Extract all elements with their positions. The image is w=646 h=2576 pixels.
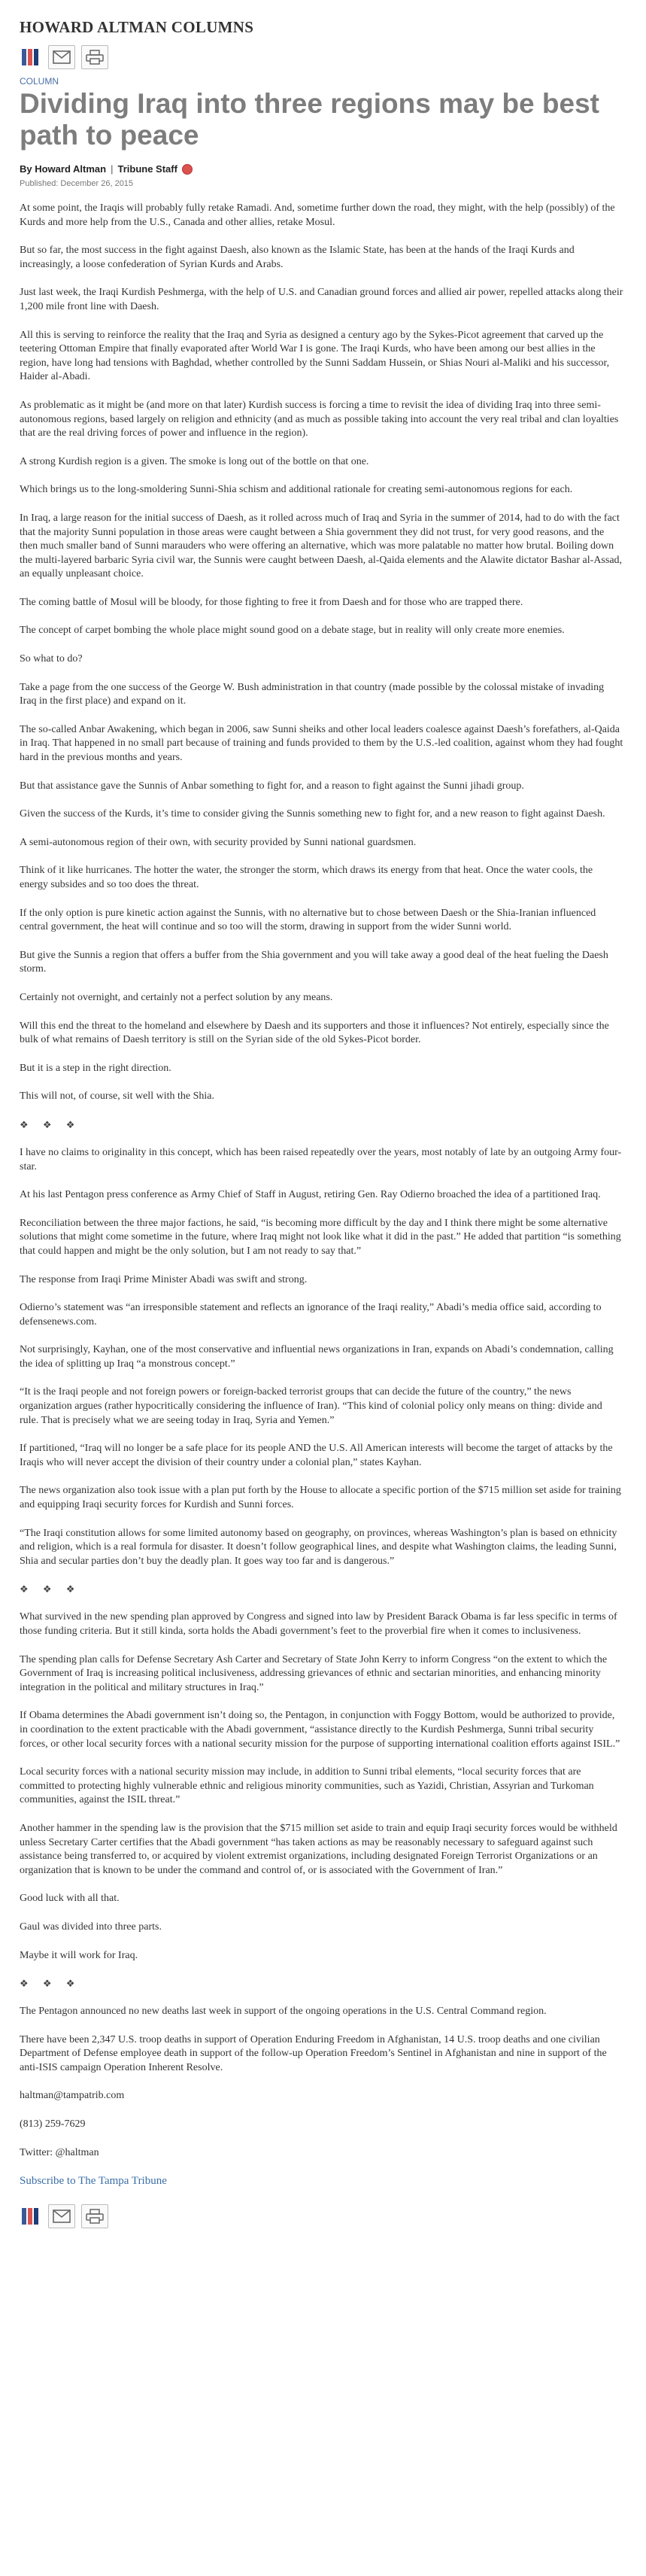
article-paragraph: Good luck with all that.: [20, 1893, 120, 1905]
category-label: COLUMN: [20, 76, 59, 87]
share-icon: [20, 47, 41, 68]
section-divider: ❖ ❖ ❖: [20, 1978, 81, 1990]
article-paragraph: Reconciliation between the three major factions, he said, “is becoming more difficult by the day and I think there might be some alternative solutions that might come sometime in the future, where Iraq might not look like what it did in the past.” He added that partition “is something that could happen and might be the only solution, but I am not ready to say that.”: [20, 1217, 621, 1257]
article-paragraph: So what to do?: [20, 653, 83, 665]
article-paragraph: All this is serving to reinforce the reality that the Iraq and Syria as designed a century ago by the Sykes-Picot agreement that carved up the teetering Ottoman Empire that finally evaporated after World War I is gone. The Iraqi Kurds, who have been among our best allies in the region, have long had tensions with Baghdad, whether controlled by the Sunni Saddam Hussein, or Shias Nouri al-Maliki and his successor, Haider al-Abadi.: [20, 329, 610, 383]
article-paragraph: The response from Iraqi Prime Minister Abadi was swift and strong.: [20, 1273, 308, 1285]
published-date: Published: December 26, 2015: [20, 179, 134, 188]
article-paragraph: Local security forces with a national security mission may include, in addition to Sunni tribal elements, “local security forces that are committed to protecting highly vulnerable ethnic and religious minority communities, such as Yazidi, Christian, Assyrian and Turkoman communities, against the ISIL threat.”: [20, 1766, 594, 1806]
article-paragraph: If Obama determines the Abadi government isn’t doing so, the Pentagon, in conjunction with Foggy Bottom, would be authorized to provide, in coordination to the extent practicable with the Abadi government, “assistance directly to the Kurdish Peshmerga, Sunni tribal security forces, or other local security forces with a national security mission for the purpose of supporting international coalition efforts against ISIL.”: [20, 1710, 620, 1750]
share-toolbar-top: [20, 44, 623, 70]
article-paragraph: Not surprisingly, Kayhan, one of the most conservative and influential news organizations in Iran, expands on Abadi’s condemnation, calling the idea of splitting up Iraq “a monstrous concept.”: [20, 1344, 614, 1370]
article-paragraph: Just last week, the Iraqi Kurdish Peshmerga, with the help of U.S. and Canadian ground forces and allied air power, repelled attacks along their 1,200 mile front line with Daesh.: [20, 287, 623, 312]
article-headline: Dividing Iraq into three regions may be best path to peace: [20, 88, 599, 151]
article-paragraph: “The Iraqi constitution allows for some limited autonomy based on geography, on provinces, whereas Washington’s plan is based on ethnicity and religion, which is a real formula for disaster. It doesn’t follow geographical lines, and despite what Washington claims, the leading Sunni, Shia and secular parties don’t buy the deadly plan. It goes way too far and is dangerous.”: [20, 1527, 617, 1567]
email-button[interactable]: [48, 2204, 75, 2228]
article-paragraph: Another hammer in the spending law is the provision that the $715 million set aside to train and equip Iraqi security forces would be withheld unless Secretary Carter certifies that the Abadi government “has taken actions as may be reasonably necessary to safeguard against such assistance being transferred to, or acquired by violent extremist organizations, including designated Foreign Terrorist Organizations or an organization that is known to be under the command and control of, or is associated with the Government of Iran.”: [20, 1822, 617, 1876]
article-paragraph: In Iraq, a large reason for the initial success of Daesh, as it rolled across much of Iraq and Syria in the summer of 2014, had to do with the fact that the majority Sunni population in those areas were caught between a Shia government they did not trust, for very good reasons, and the then much smaller band of Sunni marauders who were offering an alternative, which was more palatable no matter how brutal. Boiling down the multi-layered barbaric Syria civil war, the Sunnis were caught between Daesh, al-Qaida elements and the Alawite dictator Bashar al-Assad, an equally unpleasant choice.: [20, 512, 623, 580]
article-paragraph: There have been 2,347 U.S. troop deaths in support of Operation Enduring Freedom in Afghanistan, 14 U.S. troop deaths and one civilian Department of Defense employee death in support of the follow-up Operation Freedom’s Sentinel in Afghanistan and nine in support of the anti-ISIS campaign Operation Inherent Resolve.: [20, 2033, 607, 2073]
article-paragraph: Which brings us to the long-smoldering Sunni-Shia schism and additional rationale for creating semi-autonomous regions for each.: [20, 484, 573, 496]
article-paragraph: What survived in the new spending plan approved by Congress and signed into law by President Barack Obama is far less specific in terms of those funding criteria. But it still kinda, sorta holds the Abadi government’s feet to the proverbial fire when it comes to inclusiveness.: [20, 1611, 617, 1637]
article-paragraph: But give the Sunnis a region that offers a buffer from the Shia government and you will take away a good deal of the heat fueling the Daesh storm.: [20, 949, 608, 975]
print-button[interactable]: [81, 45, 108, 69]
article-paragraph: The concept of carpet bombing the whole place might sound good on a debate stage, but in reality will only create more enemies.: [20, 625, 565, 637]
article-paragraph: As problematic as it might be (and more on that later) Kurdish success is forcing a time to revisit the idea of dividing Iraq into three semi-autonomous regions, based largely on religion and ethnicity (and as much as possible taking into account the very real tribal and clan loyalties that are the real driving forces of power and influence in the region).: [20, 399, 619, 439]
article-paragraph: The spending plan calls for Defense Secretary Ash Carter and Secretary of State John Kerry to inform Congress “on the extent to which the Government of Iraq is increasing political inclusiveness, addressing grievances of ethnic and sectarian minorities, and enhancing minority integration in the political and military structures in Iraq.”: [20, 1653, 608, 1693]
article-paragraph: But so far, the most success in the fight against Daesh, also known as the Islamic State, has been at the hands of the Iraqi Kurds and increasingly, a loose confederation of Syrian Kurds and Arabs.: [20, 245, 575, 270]
email-button[interactable]: [48, 45, 75, 69]
paragraph-group-1: [20, 202, 623, 1104]
paragraph-group-3: [20, 1610, 623, 1963]
article-paragraph: The so-called Anbar Awakening, which began in 2006, saw Sunni sheiks and other local leaders coalesce against Daesh’s forefathers, al-Qaida in Iraq. That happened in no small part because of training and funds provided to them by the U.S.-led coalition, against whom they had fought hard in the previous months and years.: [20, 723, 623, 764]
email-icon: [53, 50, 71, 64]
article-paragraph: If the only option is pure kinetic action against the Sunnis, with no alternative but to chose between Daesh or the Shia-Iranian influenced central government, the heat will continue and so too will the storm, drawing in support from the wider Sunni world.: [20, 907, 596, 933]
article-paragraph: If partitioned, “Iraq will no longer be a safe place for its people AND the U.S. All American interests will become the target of attacks by the Iraqis who will never accept the division of their country under a colonial plan,” states Kayhan.: [20, 1443, 613, 1468]
article-paragraph: A strong Kurdish region is a given. The smoke is long out of the bottle on that one.: [20, 455, 369, 467]
print-icon: [86, 2209, 104, 2224]
section-divider: ❖ ❖ ❖: [20, 1118, 81, 1130]
article-paragraph: Odierno’s statement was “an irresponsible statement and reflects an ignorance of the Iraqi reality,” Abadi’s media office said, according to defensenews.com.: [20, 1302, 602, 1328]
article-paragraph: “It is the Iraqi people and not foreign powers or foreign-backed terrorist groups that can decide the future of the country,” the news organization argues (rather hypocritically considering the influence of Iran). “This kind of colonial policy only means on thing: divide and rule. That is precisely what we are seeing today in Iraq, Syria and Yemen.”: [20, 1386, 602, 1426]
article-paragraph: Twitter: @haltman: [20, 2146, 99, 2158]
article-paragraph: Certainly not overnight, and certainly not a perfect solution by any means.: [20, 991, 333, 1003]
article-paragraph: I have no claims to originality in this concept, which has been raised repeatedly over the years, most notably of late by an outgoing Army four-star.: [20, 1146, 622, 1172]
print-button[interactable]: [81, 2204, 108, 2228]
subscribe-link[interactable]: Subscribe to The Tampa Tribune: [20, 2175, 167, 2188]
article-paragraph: The Pentagon announced no new deaths last week in support of the ongoing operations in the U.S. Central Command region.: [20, 2006, 547, 2018]
share-button[interactable]: [20, 46, 42, 68]
share-button[interactable]: [20, 2205, 42, 2228]
article-paragraph: Gaul was divided into three parts.: [20, 1921, 162, 1933]
article-paragraph: This will not, of course, sit well with the Shia.: [20, 1090, 214, 1102]
byline-author[interactable]: By Howard Altman: [20, 163, 107, 175]
section-title: HOWARD ALTMAN COLUMNS: [20, 18, 254, 36]
article-paragraph: Think of it like hurricanes. The hotter the water, the stronger the storm, which draws its energy from that heat. Once the water cools, the energy subsides and so too does the threat.: [20, 865, 593, 890]
print-icon: [86, 50, 104, 65]
author-badge-icon[interactable]: [182, 164, 193, 175]
byline-separator: |: [111, 163, 114, 175]
article-paragraph: haltman@tampatrib.com: [20, 2090, 125, 2102]
article-paragraph: Given the success of the Kurds, it’s time to consider giving the Sunnis something new to fight for, and a new reason to fight against Daesh.: [20, 808, 605, 820]
article-paragraph: The coming battle of Mosul will be bloody, for those fighting to free it from Daesh and for those who are trapped there.: [20, 596, 523, 608]
article-paragraph: The news organization also took issue with a plan put forth by the House to allocate a specific portion of the $715 million set aside for training and equipping Iraqi security forces for Kurdish and Sunni forces.: [20, 1485, 621, 1511]
article-paragraph: But that assistance gave the Sunnis of Anbar something to fight for, and a reason to fight against the Sunni jihadi group.: [20, 780, 524, 792]
paragraph-group-4: [20, 2005, 623, 2160]
article-paragraph: At his last Pentagon press conference as Army Chief of Staff in August, retiring Gen. Ray Odierno broached the idea of a partitioned Iraq.: [20, 1189, 601, 1201]
article-paragraph: Will this end the threat to the homeland and elsewhere by Daesh and its supporters and those it influences? Not entirely, especially since the bulk of what remains of Daesh territory is still on the Syrian side of the old Sykes-Picot border.: [20, 1020, 609, 1046]
email-icon: [53, 2210, 71, 2223]
paragraph-group-2: [20, 1146, 623, 1568]
share-icon: [20, 2206, 41, 2227]
article-paragraph: Take a page from the one success of the George W. Bush administration in that country (made possible by the colossal mistake of invading Iraq in the first place) and expand on it.: [20, 681, 605, 707]
share-toolbar-bottom: [20, 2204, 623, 2228]
article-body: [20, 202, 623, 2160]
section-divider: ❖ ❖ ❖: [20, 1583, 81, 1595]
article-paragraph: At some point, the Iraqis will probably fully retake Ramadi. And, sometime further down the road, they might, with the help (possibly) of the Kurds and more help from the U.S., Canada and other allies, retake Mosul.: [20, 202, 615, 228]
byline-org: Tribune Staff: [117, 163, 177, 175]
article-paragraph: A semi-autonomous region of their own, with security provided by Sunni national guardsmen.: [20, 836, 417, 848]
article-paragraph: Maybe it will work for Iraq.: [20, 1949, 138, 1961]
article-paragraph: But it is a step in the right direction.: [20, 1062, 171, 1074]
byline: [20, 163, 623, 175]
article-paragraph: (813) 259-7629: [20, 2118, 86, 2130]
